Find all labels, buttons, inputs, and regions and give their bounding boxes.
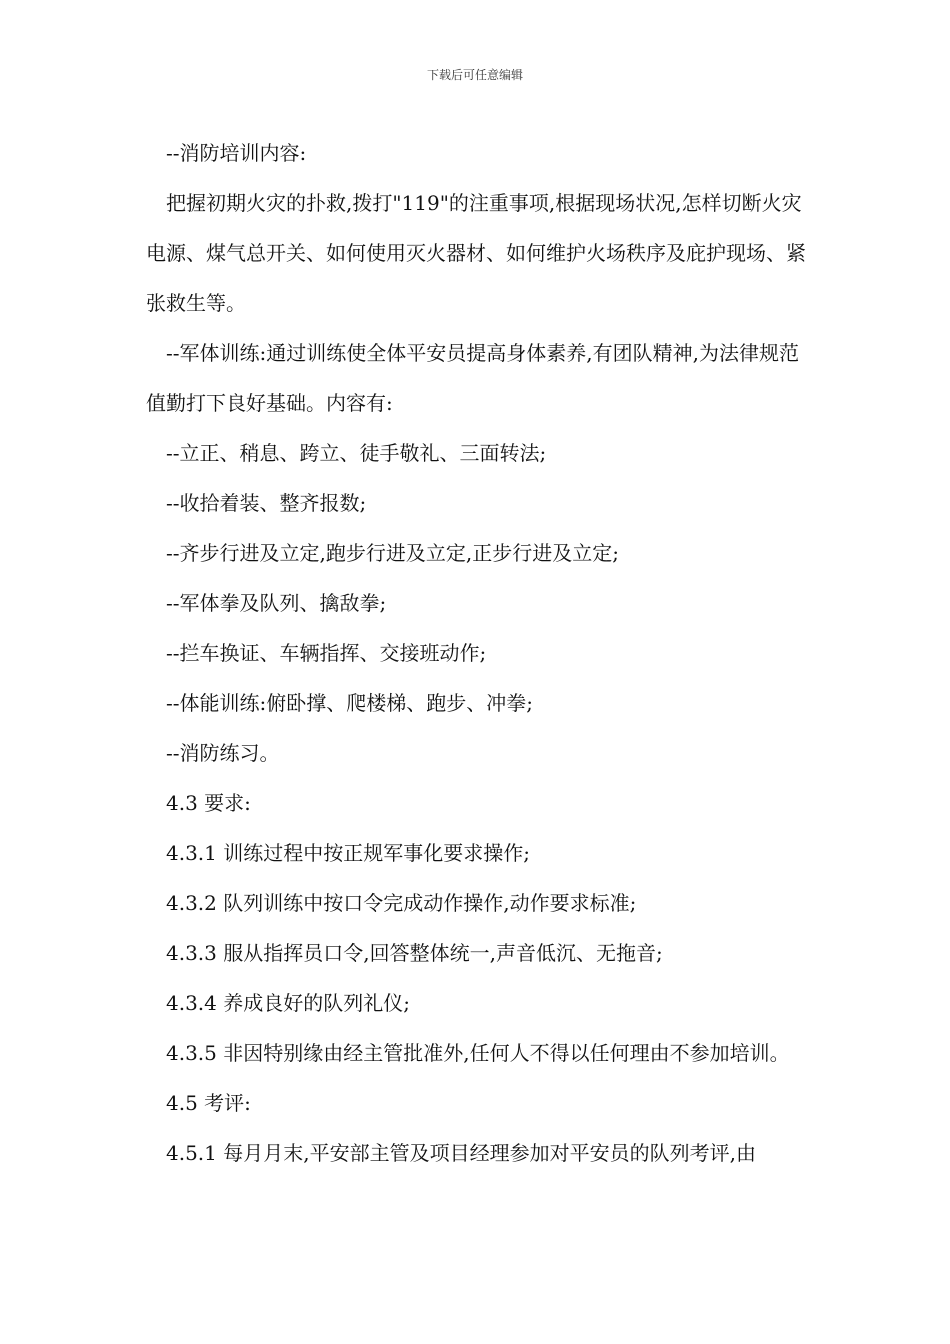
paragraph: 4.3.5 非因特别缘由经主管批准外,任何人不得以任何理由不参加培训。 <box>166 1041 790 1065</box>
section-heading: 4.3 要求: <box>166 791 251 815</box>
paragraph: --消防练习。 <box>166 741 280 765</box>
paragraph: 4.3.2 队列训练中按口令完成动作操作,动作要求标准; <box>166 891 637 915</box>
paragraph: --体能训练:俯卧撑、爬楼梯、跑步、冲拳; <box>166 691 533 715</box>
paragraph: --收拾着装、整齐报数; <box>166 491 367 515</box>
paragraph: --立正、稍息、跨立、徒手敬礼、三面转法; <box>166 441 547 465</box>
paragraph: 把握初期火灾的扑救,拨打"119"的注重事项,根据现场状况,怎样切断火灾电源、煤气总开关、如何使用灭火器材、如何维护火场秩序及庇护现场、紧张救生等。 <box>146 191 806 315</box>
document-body <box>146 128 811 1178</box>
paragraph: --拦车换证、车辆指挥、交接班动作; <box>166 641 487 665</box>
paragraph: 4.3.3 服从指挥员口令,回答整体统一,声音低沉、无拖音; <box>166 941 663 965</box>
paragraph: 4.5.1 每月月末,平安部主管及项目经理参加对平安员的队列考评,由 <box>166 1141 756 1165</box>
section-heading: 4.5 考评: <box>166 1091 251 1115</box>
paragraph: --消防培训内容: <box>166 141 307 165</box>
paragraph: --军体训练:通过训练使全体平安员提高身体素养,有团队精神,为法律规范值勤打下良好基础。内容有: <box>146 341 799 415</box>
page-header: 下载后可任意编辑 <box>426 68 523 82</box>
paragraph: 4.3.1 训练过程中按正规军事化要求操作; <box>166 841 530 865</box>
paragraph: --军体拳及队列、擒敌拳; <box>166 591 387 615</box>
paragraph: 4.3.4 养成良好的队列礼仪; <box>166 991 410 1015</box>
paragraph: --齐步行进及立定,跑步行进及立定,正步行进及立定; <box>166 541 619 565</box>
